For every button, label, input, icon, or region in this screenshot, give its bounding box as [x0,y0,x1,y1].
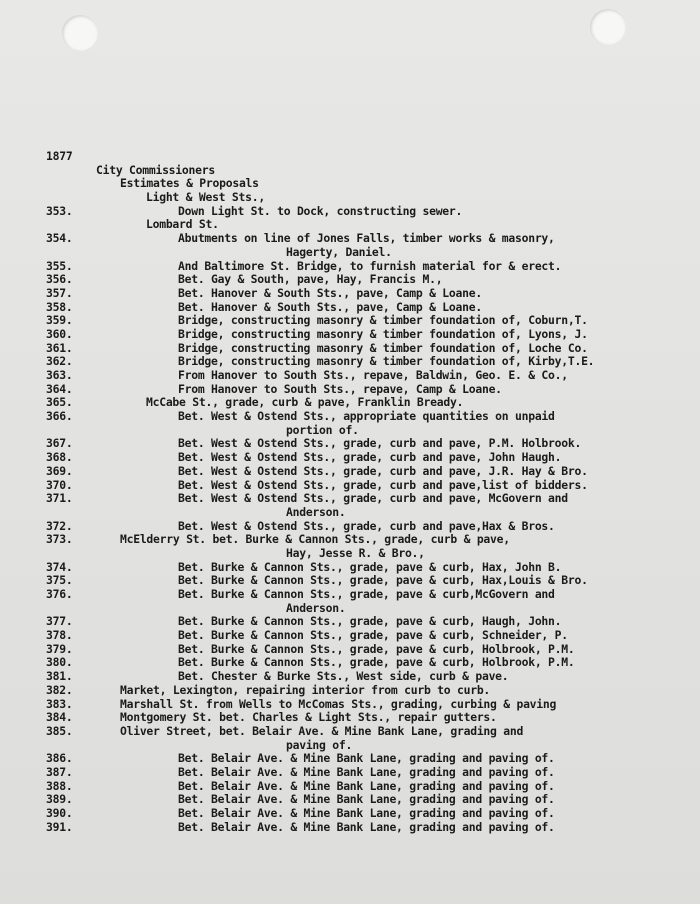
entry-text: Anderson. [286,504,346,519]
entry-number: 367. [46,436,73,451]
entry-text: Bet. Belair Ave. & Mine Bank Lane, grading and paving of. [178,778,555,793]
entry-text: Bridge, constructing masonry & timber foundation of, Loche Co. [178,340,588,355]
entry-number: 362. [46,354,73,369]
entry-text: From Hanover to South Sts., repave, Baldwin, Geo. E. & Co., [178,368,568,382]
entry-text: Hagerty, Daniel. [286,244,392,259]
entry-text: And Baltimore St. Bridge, to furnish material for & erect. [178,258,562,273]
entry-number: 369. [46,463,73,478]
entry-line [0,287,700,301]
entry-text: McCabe St., grade, curb & pave, Franklin Bready. [146,395,464,410]
entry-number: 371. [46,491,73,506]
entry-number: 384. [46,710,73,725]
entry-line [0,739,700,753]
entry-text: Montgomery St. bet. Charles & Light Sts., repair gutters. [120,710,497,725]
entry-text: Bet. Burke & Cannon Sts., grade, pave & curb, Hax,Louis & Bro. [178,573,588,588]
entry-number: 381. [46,669,73,684]
entry-number: 386. [46,751,73,766]
entry-number: 358. [46,299,73,314]
entry-number: 357. [46,285,73,300]
subheading-line [0,177,700,191]
entry-line [0,232,700,246]
entry-text: Down Light St. to Dock, constructing sewer. [178,203,463,218]
entry-line [0,533,700,547]
entry-number: 361. [46,340,73,355]
entry-text: Lombard St. [146,217,219,232]
entry-number: 380. [46,655,73,670]
entry-number: 372. [46,518,73,533]
entry-text: Bet. West & Ostend Sts., grade, curb and pave, John Haugh. [178,450,562,465]
entry-line [0,670,700,684]
entry-number: 355. [46,258,73,273]
entry-number: 363. [46,368,73,382]
entry-number: 364. [46,381,73,396]
entry-number: 377. [46,614,73,629]
entry-line [0,656,700,670]
entry-text: Oliver Street, bet. Belair Ave. & Mine Bank Lane, grading and [120,723,524,738]
year-line [0,150,700,164]
entry-line [0,273,700,287]
entry-line [0,465,700,479]
entry-number: 360. [46,326,73,341]
entry-line [0,684,700,698]
entry-line [0,218,700,232]
entry-text: Bet. Belair Ave. & Mine Bank Lane, grading and paving of. [178,819,555,834]
entry-line [0,615,700,629]
entry-text: From Hanover to South Sts., repave, Camp & Loane. [178,381,502,396]
entry-number: 368. [46,450,73,465]
entry-line [0,410,700,424]
entry-text: Bet. Belair Ave. & Mine Bank Lane, grading and paving of. [178,792,555,807]
entry-text: Anderson. [286,600,346,615]
entry-number: 374. [46,559,73,574]
entry-line [0,561,700,575]
entry-text: Bet. West & Ostend Sts., grade, curb and pave,list of bidders. [178,477,588,492]
entry-text: Bet. Burke & Cannon Sts., grade, pave & curb, Holbrook, P.M. [178,641,575,656]
entry-text: Bet. Burke & Cannon Sts., grade, pave & curb, Holbrook, P.M. [178,655,575,670]
entry-text: Bet. Hanover & South Sts., pave, Camp & Loane. [178,285,482,300]
entry-text: Bet. Gay & South, pave, Hay, Francis M., [178,272,443,287]
entry-number: 375. [46,573,73,588]
index-listing [0,150,700,834]
year: 1877 [46,149,73,163]
entry-line [0,821,700,835]
entry-line [0,711,700,725]
entry-line [0,602,700,616]
entry-line [0,588,700,602]
entry-line [0,479,700,493]
heading: City Commissioners [96,162,215,177]
entry-line [0,301,700,315]
entry-line [0,793,700,807]
entry-number: 373. [46,532,73,547]
entry-line [0,314,700,328]
entry-text: Bet. Burke & Cannon Sts., grade, pave & curb,McGovern and [178,587,555,601]
entry-text: Bet. West & Ostend Sts., grade, curb and pave, J.R. Hay & Bro. [178,463,588,478]
entry-number: 354. [46,231,73,246]
entry-number: 356. [46,272,73,287]
entry-text: Bet. Belair Ave. & Mine Bank Lane, grading and paving of. [178,764,555,779]
entry-line [0,752,700,766]
entry-line [0,547,700,561]
entry-list [0,191,700,834]
entry-line [0,780,700,794]
entry-text: McElderry St. bet. Burke & Cannon Sts., grade, curb & pave, [120,532,510,547]
entry-text: portion of. [286,422,359,437]
entry-number: 376. [46,587,73,601]
entry-text: Bet. Hanover & South Sts., pave, Camp & Loane. [178,299,482,314]
entry-text: Bridge, constructing masonry & timber foundation of, Lyons, J. [178,326,588,341]
entry-number: 359. [46,313,73,328]
entry-text: Bet. Chester & Burke Sts., West side, curb & pave. [178,669,509,684]
entry-number: 379. [46,641,73,656]
entry-text: Bet. West & Ostend Sts., grade, curb and pave,Hax & Bros. [178,518,555,533]
entry-line [0,506,700,520]
entry-text: Bet. Burke & Cannon Sts., grade, pave & curb, Schneider, P. [178,628,568,643]
entry-line [0,396,700,410]
entry-number: 370. [46,477,73,492]
entry-line [0,629,700,643]
entry-text: Bet. West & Ostend Sts., grade, curb and pave, McGovern and [178,491,568,506]
entry-text: Marshall St. from Wells to McComas Sts., grading, curbing & paving [120,696,557,711]
heading-line [0,164,700,178]
entry-text: Bet. West & Ostend Sts., grade, curb and pave, P.M. Holbrook. [178,436,582,451]
entry-line [0,520,700,534]
entry-text: Bet. Belair Ave. & Mine Bank Lane, grading and paving of. [178,806,555,820]
entry-line [0,205,700,219]
subheading: Estimates & Proposals [120,176,259,191]
entry-number: 366. [46,409,73,424]
entry-line [0,424,700,438]
entry-text: Bet. Belair Ave. & Mine Bank Lane, grading and paving of. [178,751,555,766]
entry-text: Abutments on line of Jones Falls, timber works & masonry, [178,231,555,246]
entry-line [0,383,700,397]
entry-number: 391. [46,819,73,834]
entry-line [0,260,700,274]
entry-text: Bridge, constructing masonry & timber foundation of, Kirby,T.E. [178,354,595,369]
entry-line [0,725,700,739]
entry-text: Hay, Jesse R. & Bro., [286,545,425,560]
entry-number: 365. [46,395,73,410]
punch-hole-right [590,9,626,45]
entry-text: Bet. Burke & Cannon Sts., grade, pave & curb, Haugh, John. [178,614,562,629]
entry-text: Bet. Burke & Cannon Sts., grade, pave & curb, Hax, John B. [178,559,562,574]
entry-line [0,191,700,205]
entry-number: 390. [46,806,73,820]
entry-line [0,766,700,780]
entry-line [0,437,700,451]
entry-text: Market, Lexington, repairing interior from curb to curb. [120,682,491,697]
entry-text: Light & West Sts., [146,190,265,205]
entry-line [0,574,700,588]
entry-number: 385. [46,723,73,738]
entry-text: Bet. West & Ostend Sts., appropriate quantities on unpaid [178,409,555,424]
entry-line [0,355,700,369]
entry-number: 387. [46,764,73,779]
entry-line [0,492,700,506]
entry-line [0,246,700,260]
entry-number: 389. [46,792,73,807]
entry-number: 383. [46,696,73,711]
entry-number: 382. [46,682,73,697]
entry-number: 378. [46,628,73,643]
entry-line [0,807,700,821]
entry-line [0,369,700,383]
entry-text: Bridge, constructing masonry & timber foundation of, Coburn,T. [178,313,588,328]
entry-line [0,698,700,712]
entry-line [0,643,700,657]
entry-line [0,328,700,342]
punch-hole-left [62,15,98,51]
entry-number: 388. [46,778,73,793]
entry-text: paving of. [286,737,353,752]
entry-number: 353. [46,203,73,218]
entry-line [0,342,700,356]
entry-line [0,451,700,465]
